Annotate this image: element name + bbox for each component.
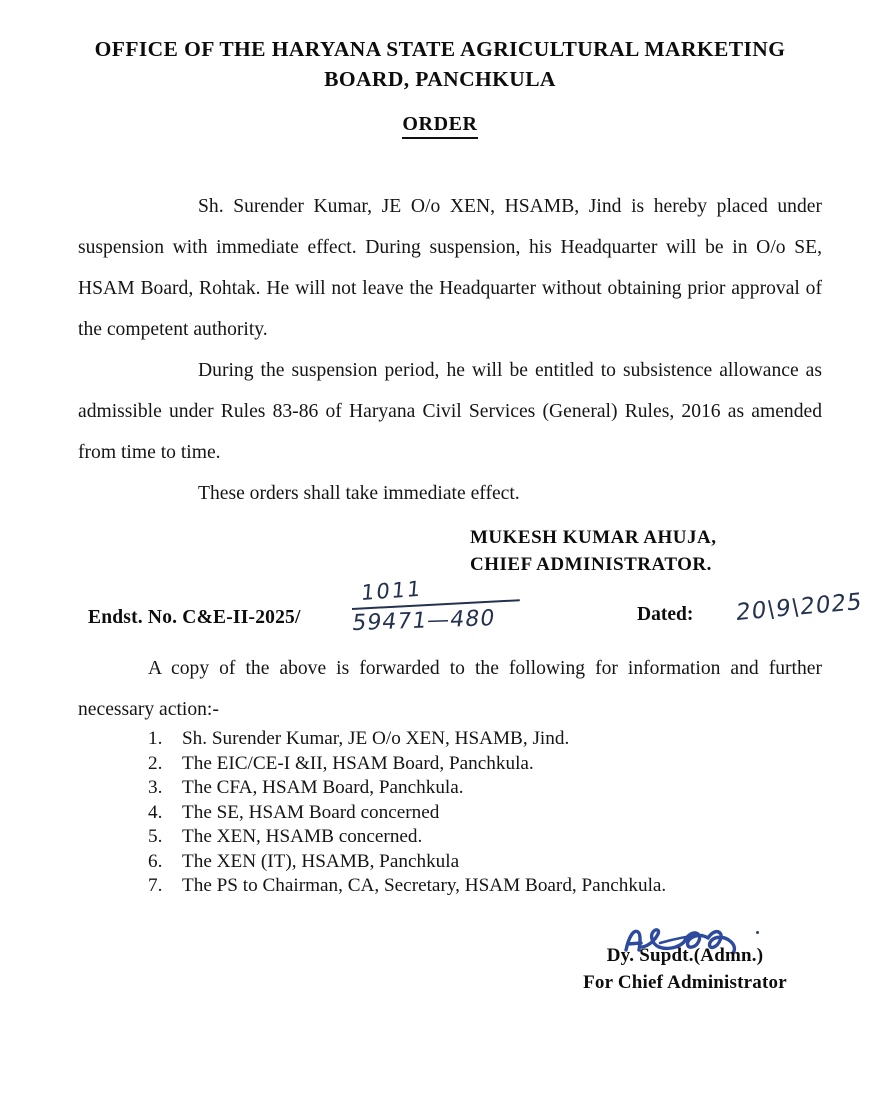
list-item-number: 1. — [148, 728, 163, 749]
list-item-label: The PS to Chairman, CA, Secretary, HSAM Board, Panchkula. — [182, 875, 667, 896]
list-item-number: 4. — [148, 801, 163, 823]
endorsement-label: Endst. No. C&E-II-2025/ — [88, 607, 301, 628]
for-chief-administrator-label: For Chief Administrator — [583, 972, 787, 993]
deputy-superintendent-designation: Dy. Supdt.(Admn.) — [606, 945, 764, 966]
list-item — [148, 776, 666, 801]
paragraph-subsistence: During the suspension period, he will be entitled to subsistence allowance as admissible under Rules 83-86 of Haryana Civil Services (General) Rules, 2016 as amended from time to time. — [78, 360, 822, 463]
signatory-block-bottom — [520, 942, 850, 996]
list-item-number: 6. — [148, 850, 163, 872]
list-item-label: The EIC/CE-I &II, HSAM Board, Panchkula. — [182, 752, 534, 774]
header-line-2: BOARD, PANCHKULA — [324, 67, 556, 91]
list-item-number: 3. — [148, 777, 163, 798]
list-item — [148, 825, 666, 850]
header-line-1: OFFICE OF THE HARYANA STATE AGRICULTURAL MARKETING — [94, 37, 786, 61]
dated-label: Dated: — [637, 604, 694, 625]
endorsement-denominator: 59471—480 — [350, 606, 497, 637]
list-item-label: The XEN, HSAMB concerned. — [182, 826, 423, 847]
endorsement-numerator: 1011 — [360, 576, 424, 605]
signatory-block-top — [470, 524, 800, 578]
distribution-list — [148, 727, 666, 899]
list-item-label: The SE, HSAM Board concerned — [182, 801, 440, 823]
endorsement-handwritten-number — [350, 576, 542, 637]
order-title-container — [80, 113, 800, 139]
list-item — [148, 727, 666, 752]
paragraph-effect: These orders shall take immediate effect. — [198, 483, 520, 504]
signatory-name: MUKESH KUMAR AHUJA, — [470, 527, 717, 548]
list-item-label: The CFA, HSAM Board, Panchkula. — [182, 777, 464, 798]
order-title: ORDER — [402, 113, 477, 139]
list-item — [148, 752, 666, 777]
list-item-number: 2. — [148, 752, 163, 774]
list-item-label: Sh. Surender Kumar, JE O/o XEN, HSAMB, Jind. — [182, 728, 570, 749]
list-item — [148, 874, 666, 899]
handwritten-date: 20\9\2025 — [734, 588, 864, 627]
order-body — [78, 186, 822, 514]
forwarding-text: A copy of the above is forwarded to the following for information and further necessary action:- — [78, 658, 822, 720]
signature-dot-icon — [756, 931, 759, 934]
list-item — [148, 801, 666, 826]
paragraph-suspension: Sh. Surender Kumar, JE O/o XEN, HSAMB, Jind is hereby placed under suspension with immediate effect. During suspension, his Headquarter will be in O/o SE, HSAM Board, Rohtak. He will not leave the Headquarter without obtaining prior approval of the competent authority. — [78, 196, 822, 340]
page-title — [80, 34, 800, 94]
signatory-designation: CHIEF ADMINISTRATOR. — [470, 554, 712, 575]
list-item-label: The XEN (IT), HSAMB, Panchkula — [182, 850, 460, 872]
list-item — [148, 850, 666, 875]
list-item-number: 7. — [148, 875, 163, 896]
forwarding-block — [78, 648, 822, 730]
list-item-number: 5. — [148, 826, 163, 847]
